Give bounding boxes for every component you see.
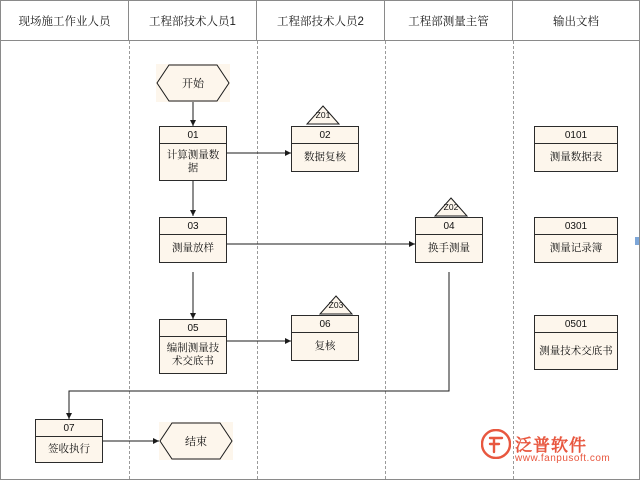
brand-watermark [481, 427, 631, 473]
scrollbar-tick [635, 237, 639, 245]
process-node-06 [291, 315, 359, 361]
process-node-label: 换手测量 [428, 242, 470, 254]
document-node-code: 0101 [535, 127, 617, 144]
process-node-code: 05 [160, 320, 226, 337]
lane-header-2 [129, 1, 257, 41]
process-node-02 [291, 126, 359, 172]
process-node-label: 编制测量技术交底书 [166, 342, 220, 367]
fanpu-logo-icon [481, 429, 511, 459]
brand-name: 泛普软件 [515, 436, 587, 455]
document-node-label: 测量记录簿 [549, 242, 603, 254]
control-point-z01 [306, 105, 340, 125]
process-node-code: 03 [160, 218, 226, 235]
document-node-0301 [534, 217, 618, 263]
end-terminator [159, 422, 233, 460]
control-point-z03 [319, 295, 353, 315]
lane-separator-3 [385, 41, 386, 479]
lane-header-1 [1, 1, 129, 41]
process-node-05 [159, 319, 227, 374]
process-node-code: 07 [36, 420, 102, 437]
process-node-03 [159, 217, 227, 263]
control-point-label: Z01 [315, 110, 331, 120]
lane-header-label: 输出文档 [553, 15, 599, 28]
control-point-z02 [434, 197, 468, 217]
control-point-label: Z03 [328, 300, 344, 310]
process-node-code: 04 [416, 218, 482, 235]
process-node-label: 测量放样 [172, 242, 214, 254]
start-terminator [156, 64, 230, 102]
lane-separator-4 [513, 41, 514, 479]
document-node-label: 测量技术交底书 [539, 344, 613, 357]
lane-header-label: 工程部测量主管 [408, 15, 489, 28]
document-node-0501 [534, 315, 618, 370]
process-node-code: 06 [292, 316, 358, 333]
process-node-code: 02 [292, 127, 358, 144]
lane-header-label: 工程部技术人员2 [277, 15, 364, 28]
lane-header-5 [513, 1, 639, 41]
process-node-label: 复核 [314, 340, 336, 352]
start-terminator-label: 开始 [182, 78, 204, 90]
process-node-label: 数据复核 [304, 151, 346, 163]
document-node-code: 0301 [535, 218, 617, 235]
process-node-07 [35, 419, 103, 463]
process-node-label: 签收执行 [48, 443, 90, 455]
process-node-label: 计算测量数据 [166, 149, 220, 174]
process-node-04 [415, 217, 483, 263]
document-node-label: 测量数据表 [549, 151, 603, 163]
document-node-code: 0501 [535, 316, 617, 333]
lane-separator-1 [129, 41, 130, 479]
process-node-code: 01 [160, 127, 226, 144]
lane-header-3 [257, 1, 385, 41]
lane-header-4 [385, 1, 513, 41]
process-node-01 [159, 126, 227, 181]
lane-header-label: 现场施工作业人员 [18, 15, 111, 28]
control-point-label: Z02 [443, 202, 459, 212]
lane-separator-2 [257, 41, 258, 479]
brand-url: www.fanpusoft.com [515, 453, 611, 464]
end-terminator-label: 结束 [185, 436, 207, 448]
lane-header-label: 工程部技术人员1 [149, 15, 236, 28]
document-node-0101 [534, 126, 618, 172]
